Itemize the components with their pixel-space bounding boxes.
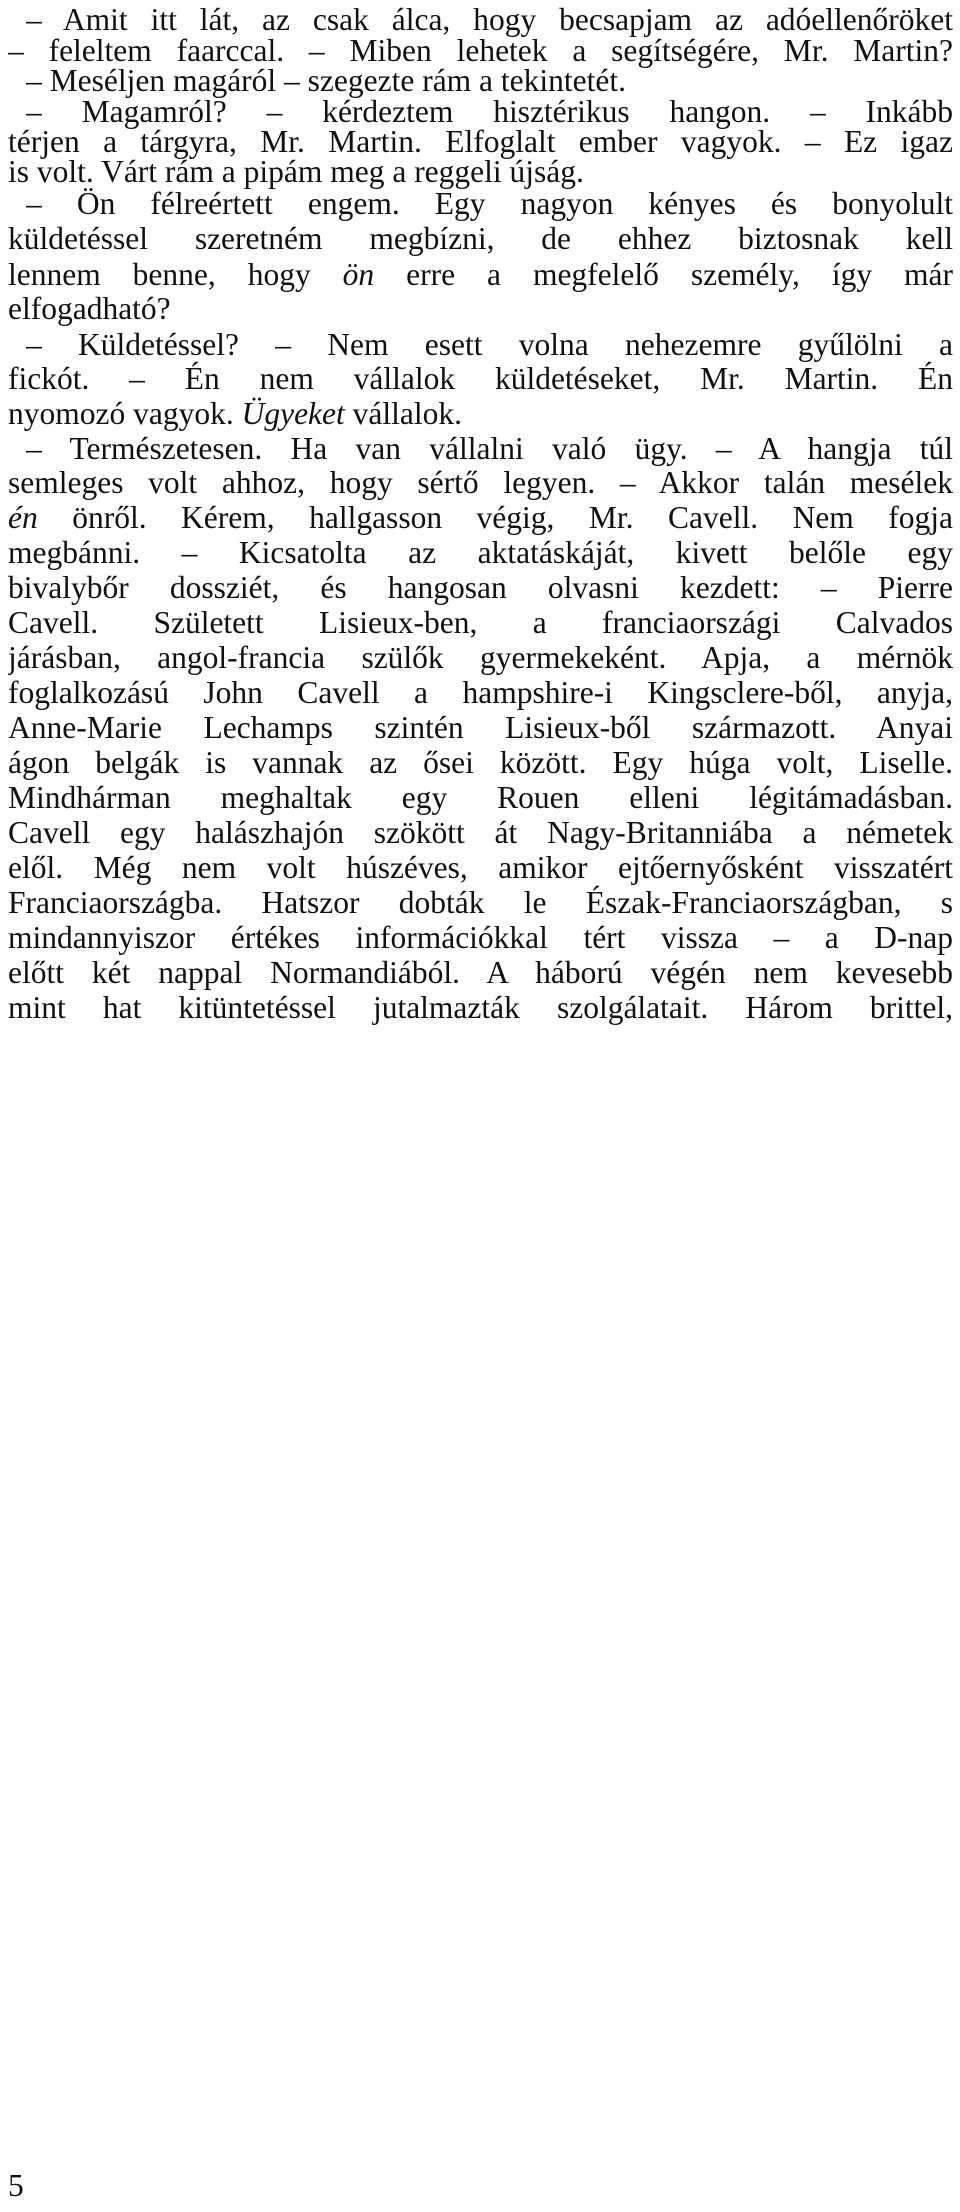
- text-line-24: Mindhárman meghaltak egy Rouen elleni légitámadásban.: [8, 780, 953, 815]
- text-line-11: – Küldetéssel? – Nem esett volna nehezemre gyűlölni a: [26, 327, 953, 362]
- text-line-14: – Természetesen. Ha van vállalni való ügy. – A hangja túl: [26, 431, 953, 466]
- emphasis-text: Ügyeket: [241, 396, 345, 431]
- text-line-22: Anne-Marie Lechamps szintén Lisieux-ből származott. Anyai: [8, 710, 953, 745]
- text-line-20: járásban, angol-francia szülők gyermekeként. Apja, a mérnök: [8, 640, 953, 675]
- text-line-29: előtt két nappal Normandiából. A háború végén nem kevesebb: [8, 955, 953, 990]
- text-line-30: mint hat kitüntetéssel jutalmazták szolgálatait. Három brittel,: [8, 990, 953, 1025]
- text-line-1: – Amit itt lát, az csak álca, hogy becsapjam az adóellenőröket: [26, 2, 953, 37]
- text-line-5: térjen a tárgyra, Mr. Martin. Elfoglalt ember vagyok. – Ez igaz: [8, 124, 953, 159]
- text-line-18: bivalybőr dossziét, és hangosan olvasni kezdett: – Pierre: [8, 570, 953, 605]
- text-line-23: ágon belgák is vannak az ősei között. Egy húga volt, Liselle.: [8, 745, 953, 780]
- text-line-16: én önről. Kérem, hallgasson végig, Mr. Cavell. Nem fogja: [8, 500, 953, 535]
- text-line-12: fickót. – Én nem vállalok küldetéseket, Mr. Martin. Én: [8, 361, 953, 396]
- text-line-17: megbánni. – Kicsatolta az aktatáskáját, kivett belőle egy: [8, 535, 953, 570]
- text-line-2: – feleltem faarccal. – Miben lehetek a segítségére, Mr. Martin?: [8, 33, 953, 68]
- text-line-9: lennem benne, hogy ön erre a megfelelő személy, így már: [8, 257, 953, 292]
- document-page: [8, 0, 960, 2212]
- emphasis-text: én: [8, 500, 38, 535]
- text-line-8: küldetéssel szeretném megbízni, de ehhez biztosnak kell: [8, 221, 953, 256]
- text-line-19: Cavell. Született Lisieux-ben, a franciaországi Calvados: [8, 605, 953, 640]
- text-line-6: is volt. Várt rám a pipám meg a reggeli újság.: [8, 154, 584, 189]
- text-line-28: mindannyiszor értékes információkkal tért vissza – a D-nap: [8, 920, 953, 955]
- text-line-10: elfogadható?: [8, 291, 171, 326]
- text-line-25: Cavell egy halászhajón szökött át Nagy-Britanniába a németek: [8, 815, 953, 850]
- text-line-26: elől. Még nem volt húszéves, amikor ejtőernyősként visszatért: [8, 850, 953, 885]
- text-line-13: nyomozó vagyok. Ügyeket vállalok.: [8, 396, 462, 431]
- text-line-7: – Ön félreértett engem. Egy nagyon kényes és bonyolult: [26, 186, 953, 221]
- emphasis-text: ön: [342, 257, 375, 292]
- page-number: 5: [8, 2168, 24, 2203]
- text-line-15: semleges volt ahhoz, hogy sértő legyen. – Akkor talán mesélek: [8, 465, 953, 500]
- text-line-4: – Magamról? – kérdeztem hisztérikus hangon. – Inkább: [26, 94, 953, 129]
- text-line-27: Franciaországba. Hatszor dobták le Észak-Franciaországban, s: [8, 885, 953, 920]
- text-line-3: – Meséljen magáról – szegezte rám a tekintetét.: [26, 63, 626, 98]
- text-line-21: foglalkozású John Cavell a hampshire-i Kingsclere-ből, anyja,: [8, 675, 953, 710]
